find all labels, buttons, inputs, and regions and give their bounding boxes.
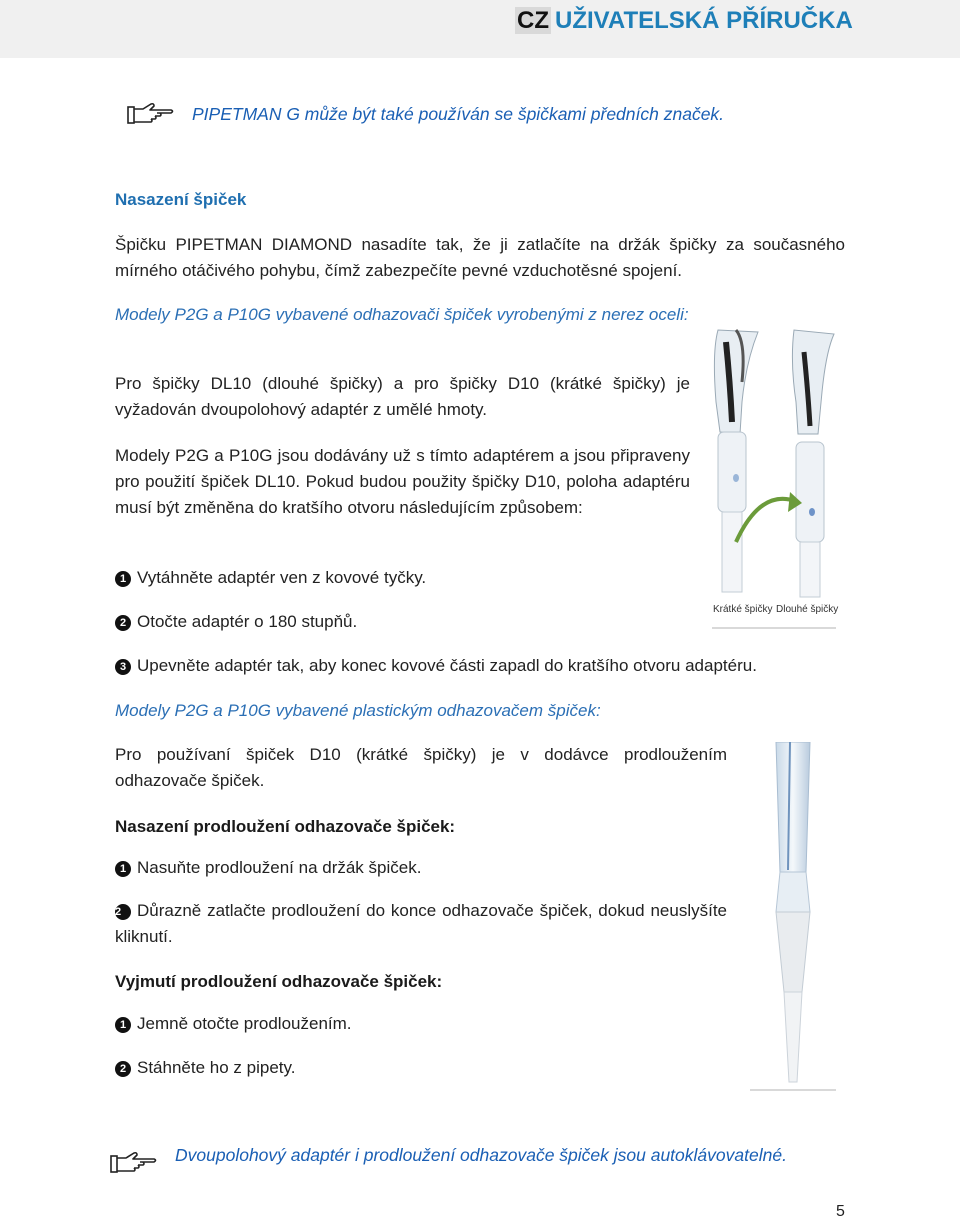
step-text: Otočte adaptér o 180 stupňů. [137,612,358,631]
remove-step-1 [115,1014,352,1034]
paragraph-extension: Pro používaní špiček D10 (krátké špičky) je v dodávce prodloužením odhazovače špiček. [115,745,727,790]
pointing-hand-icon [110,1150,158,1176]
label-short-tips: Krátké špičky [713,604,773,615]
note-bottom: Dvoupolohový adaptér i prodloužení odhazovače špiček jsou autoklávovatelné. [175,1145,787,1165]
remove-step-2 [115,1058,295,1078]
label-long-tips: Dlouhé špičky [776,604,839,615]
step-number: 2 [115,615,131,631]
language-tag: CZ [517,7,549,34]
step-number: 1 [115,861,131,877]
subheading-steel-ejector: Modely P2G a P10G vybavené odhazovači špiček vyrobenými z nerez oceli: [115,305,689,324]
heading-fit-extension: Nasazení prodloužení odhazovače špiček: [115,817,456,836]
step-text: Důrazně zatlačte prodloužení do konce odhazovače špiček, dokud neuslyšíte kliknutí. [115,901,727,946]
header-title: UŽIVATELSKÁ PŘÍRUČKA [555,7,853,34]
paragraph-supplied: Modely P2G a P10G jsou dodávány už s tímto adaptérem a jsou připraveny pro použití špiček DL10. Pokud budou použity špičky D10, poloha adaptéru musí být změněna do kratšího otvoru následujícím způsobem: [115,446,690,517]
step-text: Vytáhněte adaptér ven z kovové tyčky. [137,568,427,587]
paragraph-fitting: Špičku PIPETMAN DIAMOND nasadíte tak, že ji zatlačíte na držák špičky za současného mírného otáčivého pohybu, čímž zabezpečíte pevné vzduchotěsné spojení. [115,235,845,280]
page-header [515,5,853,37]
subheading-plastic-ejector: Modely P2G a P10G vybavené plastickým odhazovačem špiček: [115,701,601,720]
section-heading-fitting: Nasazení špiček [115,190,247,209]
step-1 [115,568,426,588]
pointing-hand-icon [127,101,175,127]
note-top: PIPETMAN G může být také používán se špičkami předních značek. [192,104,725,124]
step-text: Nasuňte prodloužení na držák špiček. [137,858,422,877]
step-2 [115,612,357,632]
extension-figure [746,742,840,1100]
paragraph-adapter: Pro špičky DL10 (dlouhé špičky) a pro špičky D10 (krátké špičky) je vyžadován dvoupolohový adaptér z umělé hmoty. [115,374,690,419]
step-text: Stáhněte ho z pipety. [137,1058,296,1077]
step-text: Upevněte adaptér tak, aby konec kovové části zapadl do kratšího otvoru adaptéru. [137,656,757,675]
step-number: 3 [115,659,131,675]
adapter-figure [706,322,840,634]
step-3 [115,656,757,676]
step-text: Jemně otočte prodloužením. [137,1014,352,1033]
page-number: 5 [836,1203,845,1220]
fit-step-1 [115,858,421,878]
step-number: 1 [115,571,131,587]
fit-step-2 [115,898,727,950]
step-number: 1 [115,1017,131,1033]
step-number: 2 [115,904,131,920]
heading-remove-extension: Vyjmutí prodloužení odhazovače špiček: [115,972,443,991]
step-number: 2 [115,1061,131,1077]
